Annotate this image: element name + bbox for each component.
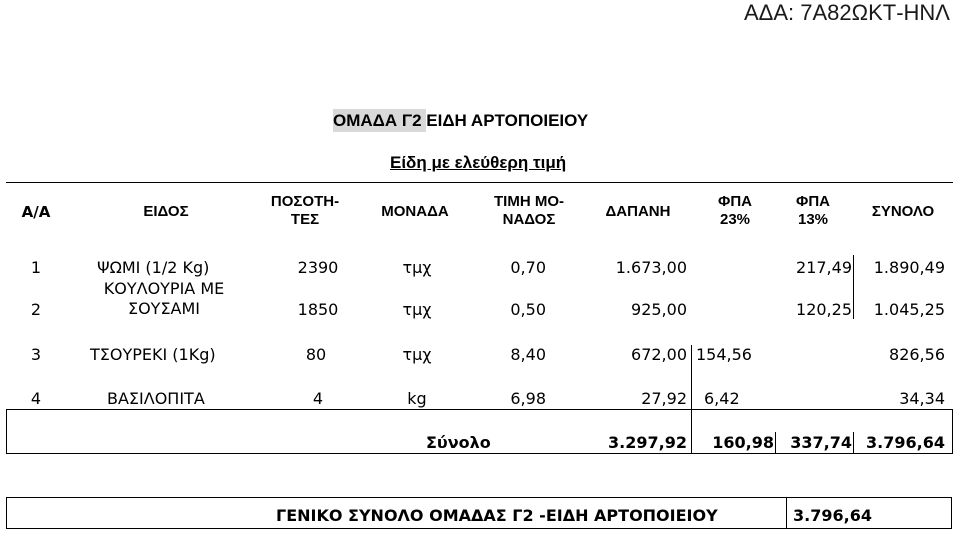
totals-top-border xyxy=(6,409,953,410)
vat23-left-divider xyxy=(691,345,692,454)
row2-unit: τμχ xyxy=(402,300,432,319)
row4-total: 34,34 xyxy=(899,389,945,408)
row2-item-line2: ΣΟΥΣΑΜΙ xyxy=(127,299,201,318)
row3-qty: 80 xyxy=(305,345,327,364)
col-header-vat23 xyxy=(718,193,752,229)
total-left-divider-upper xyxy=(853,255,854,319)
row4-aa: 4 xyxy=(30,389,42,408)
row1-qty: 2390 xyxy=(297,258,339,277)
vat13-left-divider xyxy=(775,432,776,454)
col-header-total: ΣΥΝΟΛΟ xyxy=(871,203,935,220)
col-header-price xyxy=(494,193,564,229)
row2-cost: 925,00 xyxy=(631,300,687,319)
row1-vat13: 217,49 xyxy=(796,258,852,277)
row4-qty: 4 xyxy=(312,389,324,408)
row1-cost: 1.673,00 xyxy=(615,258,687,277)
row2-item xyxy=(104,279,224,319)
group-title xyxy=(333,111,588,131)
row3-total: 826,56 xyxy=(889,345,945,364)
row4-unit: kg xyxy=(407,389,427,408)
row3-unit: τμχ xyxy=(402,345,432,364)
row1-unit: τμχ xyxy=(402,258,432,277)
row2-aa: 2 xyxy=(30,300,42,319)
group-title-rest: ΕΙΔΗ ΑΡΤΟΠΟΙΕΙΟΥ xyxy=(426,111,589,130)
col-header-vat13-line2: 13% xyxy=(797,211,829,228)
grand-total-divider xyxy=(786,497,787,529)
col-header-vat13 xyxy=(796,193,830,229)
group-title-highlight: ΟΜΑΔΑ Γ2 xyxy=(333,111,427,130)
col-header-vat13-line1: ΦΠΑ xyxy=(796,193,830,210)
total-left-divider-lower xyxy=(853,432,854,454)
totals-vat23: 160,98 xyxy=(712,433,774,452)
row2-price: 0,50 xyxy=(510,300,546,319)
row3-cost: 672,00 xyxy=(631,345,687,364)
totals-vat13: 337,74 xyxy=(790,433,852,452)
totals-label: Σύνολο xyxy=(426,433,491,452)
col-header-vat23-line1: ΦΠΑ xyxy=(718,193,752,210)
row4-cost: 27,92 xyxy=(641,389,687,408)
row4-price: 6,98 xyxy=(510,389,546,408)
totals-right-border xyxy=(952,409,953,454)
row1-aa: 1 xyxy=(30,258,42,277)
col-header-qty-line2: ΤΕΣ xyxy=(290,211,320,228)
col-header-price-line2: ΝΑΔΟΣ xyxy=(502,211,556,228)
row4-item: ΒΑΣΙΛΟΠΙΤΑ xyxy=(107,389,205,408)
grand-total-value: 3.796,64 xyxy=(793,506,872,525)
col-header-item: ΕΙΔΟΣ xyxy=(143,203,189,220)
row1-item: ΨΩΜΙ (1/2 Kg) xyxy=(97,258,210,277)
row2-qty: 1850 xyxy=(297,300,339,319)
col-header-unit: ΜΟΝΑΔΑ xyxy=(381,203,449,220)
totals-left-border xyxy=(6,409,7,454)
totals-total: 3.796,64 xyxy=(866,433,945,452)
ada-label: ΑΔΑ: 7Α82ΩΚΤ-ΗΝΛ xyxy=(743,0,950,25)
row3-item: ΤΣΟΥΡΕΚΙ (1Kg) xyxy=(90,345,216,364)
row1-total: 1.890,49 xyxy=(873,258,945,277)
row3-vat23: 154,56 xyxy=(696,345,752,364)
subtitle: Είδη με ελεύθερη τιμή xyxy=(390,153,567,172)
row4-vat23: 6,42 xyxy=(704,389,740,408)
grand-total-label: ΓΕΝΙΚΟ ΣΥΝΟΛΟ ΟΜΑΔΑΣ Γ2 -ΕΙΔΗ ΑΡΤΟΠΟΙΕΙΟΥ xyxy=(276,506,718,525)
col-header-vat23-line2: 23% xyxy=(719,211,751,228)
col-header-cost: ΔΑΠΑΝΗ xyxy=(605,203,671,220)
totals-bottom-border xyxy=(6,453,953,454)
row2-total: 1.045,25 xyxy=(873,300,945,319)
row1-price: 0,70 xyxy=(510,258,546,277)
row3-aa: 3 xyxy=(30,345,42,364)
row2-item-line1: ΚΟΥΛΟΥΡΙΑ ΜΕ xyxy=(103,279,225,298)
col-header-qty-line1: ΠΟΣΟΤΗ- xyxy=(270,193,340,210)
col-header-qty xyxy=(271,193,339,229)
row2-vat13: 120,25 xyxy=(796,300,852,319)
totals-cost: 3.297,92 xyxy=(608,433,687,452)
row3-price: 8,40 xyxy=(510,345,546,364)
col-header-price-line1: ΤΙΜΗ ΜΟ- xyxy=(494,193,564,210)
table-top-border xyxy=(6,182,953,183)
col-header-aa: Α/Α xyxy=(21,203,51,221)
